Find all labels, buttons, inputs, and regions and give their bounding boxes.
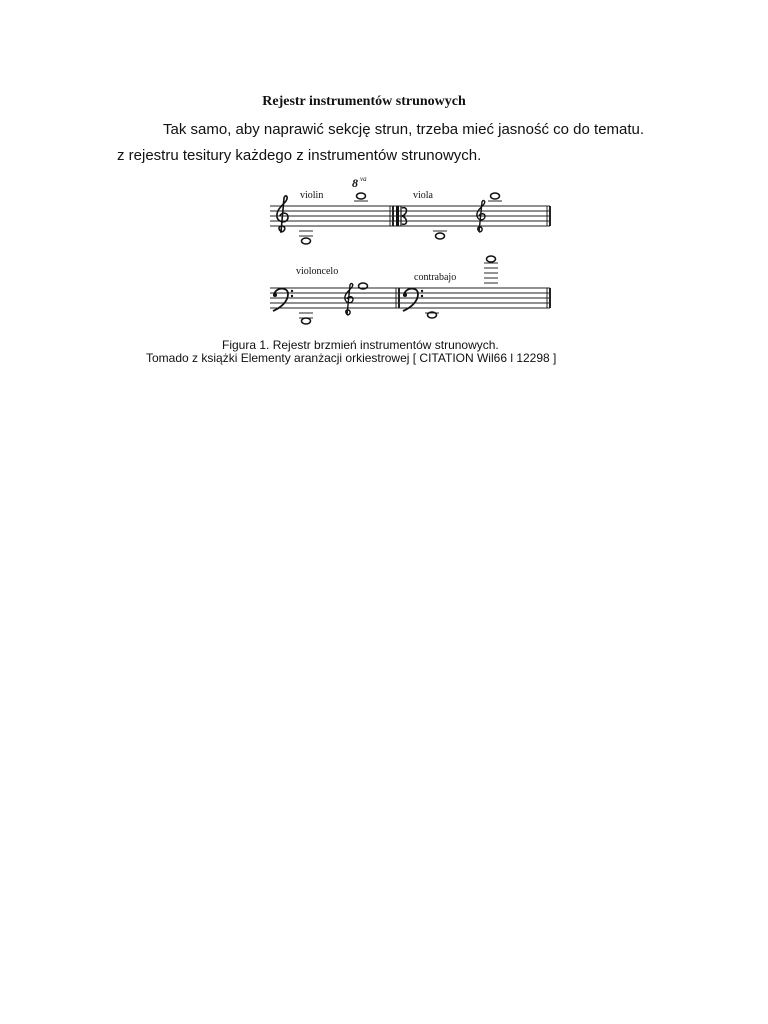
svg-text:va: va	[360, 175, 367, 183]
contrabajo-label: contrabajo	[414, 272, 457, 283]
paragraph-line-2: z rejestru tesitury każdego z instrumentów strunowych.	[117, 147, 482, 164]
violin-treble-clef	[277, 196, 288, 232]
violin-high-note	[357, 193, 366, 199]
violin-low-note	[302, 238, 311, 244]
contrabajo-high-note	[487, 256, 496, 262]
contrabajo-ledger-lines	[484, 263, 498, 283]
viola-low-note	[436, 233, 445, 239]
document-title: Rejestr instrumentów strunowych	[262, 94, 466, 109]
svg-text:8: 8	[352, 176, 358, 190]
figure-caption-line-2: Tomado z książki Elementy aranżacji orkiestrowej [ CITATION Wil66 l 12298 ]	[146, 351, 557, 365]
viola-high-note	[491, 193, 500, 199]
paragraph-line-1: Tak samo, aby naprawić sekcję strun, trzeba mieć jasność co do tematu.	[163, 121, 645, 138]
violoncelo-low-note	[302, 318, 311, 324]
violoncelo-label: violoncelo	[296, 266, 339, 277]
figure-caption-line-1: Figura 1. Rejestr brzmień instrumentów strunowych.	[222, 338, 499, 352]
string-range-figure	[266, 170, 556, 332]
viola-label: viola	[413, 190, 433, 201]
violin-ottava	[352, 175, 367, 190]
violin-label: violin	[300, 190, 324, 201]
